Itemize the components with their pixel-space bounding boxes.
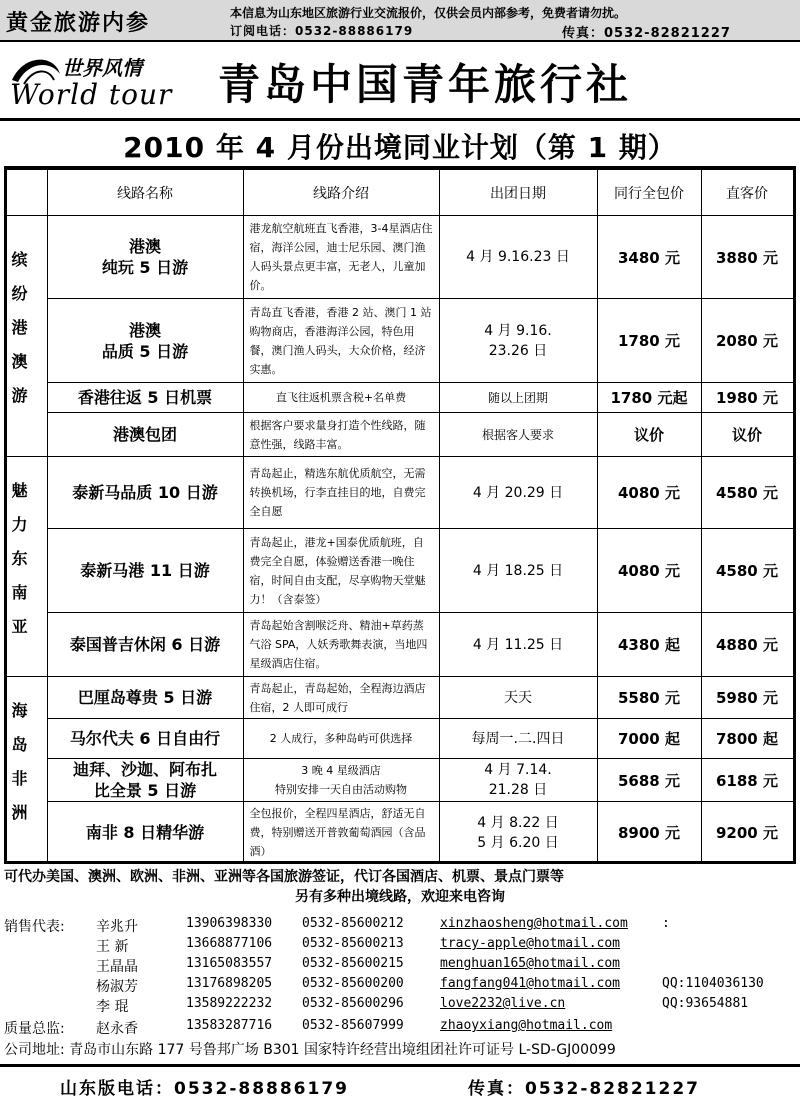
route-name: 巴厘岛尊贵 5 日游 [47,677,243,719]
table-row [7,216,793,299]
route-name: 南非 8 日精华游 [47,802,243,864]
contact-name: 王晶晶 [96,959,138,975]
route-desc: 根据客户要求量身打造个性线路，随意性强，线路丰富。 [243,413,439,457]
header-departure-date: 出团日期 [439,170,597,216]
header-peer-price: 同行全包价 [597,170,701,216]
route-date: 4 月 18.25 日 [439,529,597,613]
route-date: 随以上团期 [439,383,597,413]
table-row [7,413,793,457]
peer-price: 4080 元 [597,529,701,613]
retail-price: 6188 元 [701,759,793,802]
retail-price: 9200 元 [701,802,793,864]
qc-label: 质量总监: [4,1021,65,1037]
route-desc: 2 人成行，多种岛屿可供选择 [243,719,439,759]
peer-price: 5688 元 [597,759,701,802]
table-row [7,529,793,613]
route-date: 4 月 11.25 日 [439,613,597,677]
contact-qq: QQ:1104036130 [662,976,764,991]
peer-price: 4080 元 [597,457,701,529]
logo-chinese: 世界风情 [62,56,142,80]
retail-price: 4580 元 [701,457,793,529]
category-hk-macau: 缤纷港澳游 [7,216,47,457]
contact-qq: QQ:93654881 [662,996,749,1011]
visa-service-note: 可代办美国、澳洲、欧洲、非洲、亚洲等各国旅游签证，代订各国酒店、机票、景点门票等 [4,869,564,885]
route-desc: 青岛起始含割喉泛舟、精油+草药蒸气浴 SPA，人妖秀歌舞表演，当地四星级酒店住宿。 [243,613,439,677]
header-fax: 传真：0532-82821227 [562,26,731,41]
peer-price: 1780 元起 [597,383,701,413]
top-banner [0,0,800,42]
footer-divider [0,1064,800,1067]
order-phone: 订阅电话：0532-88886179 [230,24,414,38]
contact-email[interactable]: zhaoyxiang@hotmail.com [440,1018,613,1033]
footer [0,1070,800,1100]
contact-mobile: 13589222232 [186,996,273,1011]
contact-email[interactable]: fangfang041@hotmail.com [440,976,621,991]
contact-tel: 0532-85607999 [302,1018,404,1033]
peer-price: 7000 起 [597,719,701,759]
route-name: 迪拜、沙迦、阿布扎 比全景 5 日游 [47,759,243,802]
retail-price: 5980 元 [701,677,793,719]
route-date: 4 月 8.22 日 5 月 6.20 日 [439,802,597,864]
route-desc: 青岛起止，精选东航优质航空，无需转换机场，行李直挂目的地，自费完全自愿 [243,457,439,529]
contact-name: 杨淑芳 [96,979,138,995]
route-name: 泰新马品质 10 日游 [47,457,243,529]
route-date: 天天 [439,677,597,719]
contact-extra: : [662,916,670,931]
table-row [7,457,793,529]
route-name: 香港往返 5 日机票 [47,383,243,413]
header-retail-price: 直客价 [701,170,793,216]
route-date: 根据客人要求 [439,413,597,457]
peer-price: 8900 元 [597,802,701,864]
peer-price: 3480 元 [597,216,701,299]
peer-price: 5580 元 [597,677,701,719]
footer-fax: 传真：0532-82821227 [468,1079,700,1099]
peer-price: 1780 元 [597,299,701,383]
route-desc: 直飞往返机票含税+名单费 [243,383,439,413]
route-date: 4 月 9.16.23 日 [439,216,597,299]
footer-phone: 山东版电话：0532-88886179 [60,1079,349,1099]
table-row [7,613,793,677]
route-date: 4 月 7.14. 21.28 日 [439,759,597,802]
contact-mobile: 13165083557 [186,956,273,971]
contact-tel: 0532-85600213 [302,936,404,951]
peer-price: 4380 起 [597,613,701,677]
route-name: 港澳 纯玩 5 日游 [47,216,243,299]
route-date: 每周一.二.四日 [439,719,597,759]
plan-title: 2010 年 4 月份出境同业计划（第 1 期） [123,131,677,164]
route-name: 马尔代夫 6 日自由行 [47,719,243,759]
table-row [7,802,793,864]
category-islands-africa: 海岛非洲 [7,677,47,864]
route-desc: 青岛起止，港龙+国泰优质航班，自费完全自愿，体验赠送香港一晚住宿，时间自由支配，尽享购物天堂魅力！（含泰签） [243,529,439,613]
contact-mobile: 13668877106 [186,936,273,951]
contact-mobile: 13906398330 [186,916,273,931]
route-table [4,166,796,864]
retail-price: 7800 起 [701,719,793,759]
brand-title: 黄金旅游内参 [6,11,151,36]
retail-price: 3880 元 [701,216,793,299]
retail-price: 1980 元 [701,383,793,413]
retail-price: 4580 元 [701,529,793,613]
route-desc: 港龙航空航班直飞香港，3-4星酒店住宿，海洋公园，迪士尼乐园、澳门渔人码头景点更丰富，无老人，儿童加价。 [243,216,439,299]
company-address: 公司地址: 青岛市山东路 177 号鲁邦广场 B301 国家特许经营出境组团社许可证号 L-SD-GJ00099 [4,1042,616,1058]
member-notice: 本信息为山东地区旅游行业交流报价，仅供会员内部参考，免费者请勿扰。 [230,6,627,20]
peer-price: 议价 [597,413,701,457]
table-header-row [7,170,793,216]
contact-name: 辛兆升 [96,919,138,935]
contact-email[interactable]: tracy-apple@hotmail.com [440,936,621,951]
contact-tel: 0532-85600296 [302,996,404,1011]
header-divider [0,118,800,121]
contact-name: 王 新 [96,939,129,955]
contact-name: 赵永香 [96,1021,138,1037]
contact-mobile: 13176898205 [186,976,273,991]
table-row [7,383,793,413]
route-desc: 青岛直飞香港，香港 2 站、澳门 1 站购物商店，香港海洋公园，特色用餐，澳门渔人码头，大众价格，经济实惠。 [243,299,439,383]
contact-email[interactable]: menghuan165@hotmail.com [440,956,621,971]
header-category [7,170,47,216]
route-name: 泰新马港 11 日游 [47,529,243,613]
header-route-name: 线路名称 [47,170,243,216]
category-southeast-asia: 魅力东南亚 [7,457,47,677]
contact-mobile: 13583287716 [186,1018,273,1033]
contact-tel: 0532-85600215 [302,956,404,971]
retail-price: 议价 [701,413,793,457]
route-name: 港澳 品质 5 日游 [47,299,243,383]
route-desc: 青岛起止，青岛起始，全程海边酒店住宿，2 人即可成行 [243,677,439,719]
more-routes-note: 另有多种出境线路，欢迎来电咨询 [295,889,505,905]
contact-name: 李 琨 [96,999,129,1015]
route-desc: 全包报价，全程四星酒店，舒适无自费，特别赠送开普敦葡萄酒园（含品酒） [243,802,439,864]
retail-price: 2080 元 [701,299,793,383]
logo-english: World tour [10,78,173,111]
table-row [7,759,793,802]
contact-email[interactable]: xinzhaosheng@hotmail.com [440,916,628,931]
route-date: 4 月 20.29 日 [439,457,597,529]
route-date: 4 月 9.16. 23.26 日 [439,299,597,383]
contact-tel: 0532-85600212 [302,916,404,931]
table-row [7,719,793,759]
route-desc: 3 晚 4 星级酒店 特别安排一天自由活动购物 [243,759,439,802]
sales-label: 销售代表: [4,919,65,935]
retail-price: 4880 元 [701,613,793,677]
route-name: 泰国普吉休闲 6 日游 [47,613,243,677]
contact-tel: 0532-85600200 [302,976,404,991]
table-row [7,299,793,383]
table-row [7,677,793,719]
world-tour-logo [4,50,204,118]
route-name: 港澳包团 [47,413,243,457]
company-name: 青岛中国青年旅行社 [218,60,633,109]
contact-email[interactable]: love2232@live.cn [440,996,566,1011]
header-route-desc: 线路介绍 [243,170,439,216]
